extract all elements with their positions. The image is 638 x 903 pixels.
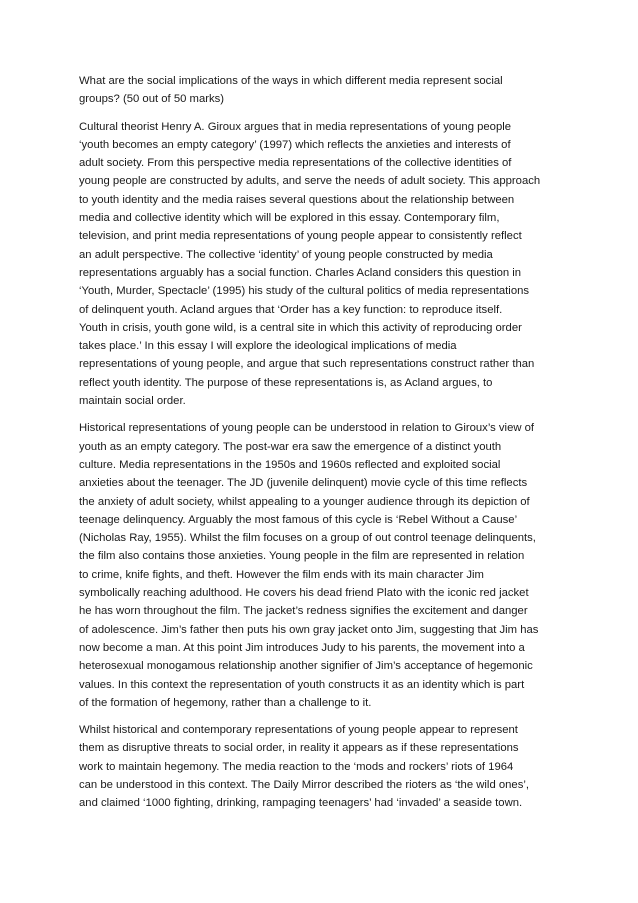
paragraph-hegemony xyxy=(79,721,565,812)
text-line: What are the social implications of the ways in which different media represent social xyxy=(79,75,503,87)
paragraph-historical xyxy=(79,419,565,712)
text-line: an adult perspective. The collective ‘identity’ of young people constructed by media xyxy=(79,248,493,261)
text-line: work to maintain hegemony. The media reaction to the ‘mods and rockers’ riots of 1964 xyxy=(79,760,514,773)
text-line: culture. Media representations in the 1950s and 1960s reflected and exploited social xyxy=(79,458,501,471)
text-line: and claimed ‘1000 fighting, drinking, rampaging teenagers’ had ‘invaded’ a seaside town. xyxy=(79,797,523,810)
document-body xyxy=(79,72,565,822)
text-line: teenage delinquency. Arguably the most famous of this cycle is ‘Rebel Without a Cause’ xyxy=(79,513,518,526)
text-line: of adolescence. Jim’s father then puts his own gray jacket onto Jim, suggesting that Jim has xyxy=(79,623,539,636)
text-line: of delinquent youth. Acland argues that ‘Order has a key function: to reproduce itself. xyxy=(79,303,503,316)
text-line: Youth in crisis, youth gone wild, is a central site in which this activity of reproducing order xyxy=(79,321,522,334)
text-line: (Nicholas Ray, 1955). Whilst the film focuses on a group of out control teenage delinquents, xyxy=(79,532,536,545)
text-line: to crime, knife fights, and theft. However the film ends with its main character Jim xyxy=(79,568,484,581)
text-line: Whilst historical and contemporary representations of young people appear to represent xyxy=(79,724,518,737)
text-line: ‘Youth, Murder, Spectacle’ (1995) his study of the cultural politics of media representations xyxy=(79,285,530,298)
text-line: anxieties about the teenager. The JD (juvenile delinquent) movie cycle of this time reflects xyxy=(79,477,528,490)
text-line: can be understood in this context. The Daily Mirror described the rioters as ‘the wild ones’, xyxy=(79,778,530,791)
text-line: reflect youth identity. The purpose of these representations is, as Acland argues, to xyxy=(79,376,493,389)
text-line: to youth identity and the media raises several questions about the relationship between xyxy=(79,193,515,206)
text-line: of the formation of hegemony, rather than a challenge to it. xyxy=(79,696,372,709)
text-line: Cultural theorist Henry A. Giroux argues that in media representations of young people xyxy=(79,120,512,133)
text-line: groups? (50 out of 50 marks) xyxy=(79,93,225,106)
text-line: television, and print media representations of young people appear to consistently reflect xyxy=(79,230,522,243)
text-line: them as disruptive threats to social order, in reality it appears as if these representations xyxy=(79,742,519,755)
text-line: he has worn throughout the film. The jacket’s redness signifies the excitement and danger xyxy=(79,605,528,618)
text-line: ‘youth becomes an empty category’ (1997) which reflects the anxieties and interests of xyxy=(79,138,511,151)
text-line: Historical representations of young people can be understood in relation to Giroux’s view of xyxy=(79,422,535,435)
text-line: maintain social order. xyxy=(79,395,186,408)
text-line: the anxiety of adult society, whilst appealing to a younger audience through its depiction of xyxy=(79,495,530,508)
text-line: representations of young people, and argue that such representations construct rather than xyxy=(79,358,535,371)
text-line: now become a man. At this point Jim introduces Judy to his parents, the movement into a xyxy=(79,641,525,654)
paragraph-introduction xyxy=(79,118,565,411)
text-line: young people are constructed by adults, and serve the needs of adult society. This approach xyxy=(79,175,541,188)
text-line: values. In this context the representation of youth constructs it as an identity which is part xyxy=(79,678,525,691)
text-line: heterosexual monogamous relationship another signifier of Jim’s acceptance of hegemonic xyxy=(79,660,533,673)
text-line: symbolically reaching adulthood. He covers his dead friend Plato with the iconic red jacket xyxy=(79,587,529,600)
text-line: youth as an empty category. The post-war era saw the emergence of a distinct youth xyxy=(79,440,502,453)
text-line: adult society. From this perspective media representations of the collective identities of xyxy=(79,157,512,170)
text-line: representations arguably has a social function. Charles Acland considers this question in xyxy=(79,266,522,279)
text-line: takes place.’ In this essay I will explore the ideological implications of media xyxy=(79,340,457,353)
text-line: the film also contains those anxieties. Young people in the film are represented in relation xyxy=(79,550,525,563)
text-line: media and collective identity which will be explored in this essay. Contemporary film, xyxy=(79,212,500,225)
essay-question xyxy=(79,72,565,109)
